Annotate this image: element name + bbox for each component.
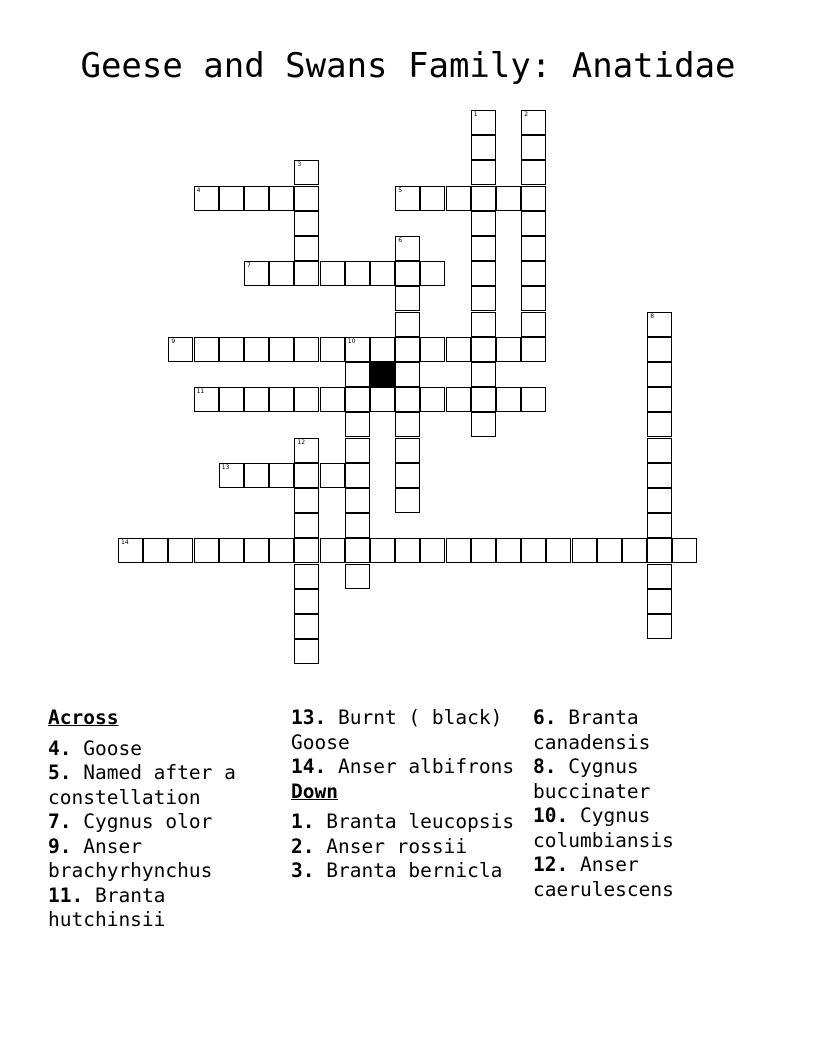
clue-across-5[interactable] (48, 761, 278, 810)
clue-number: 9. (48, 834, 72, 858)
grid-cell[interactable] (647, 538, 672, 563)
grid-cell[interactable] (345, 412, 370, 437)
grid-cell[interactable] (244, 337, 269, 362)
grid-cell[interactable] (521, 110, 546, 135)
grid-cell[interactable] (395, 312, 420, 337)
grid-cell[interactable] (471, 538, 496, 563)
grid-cell[interactable] (420, 538, 445, 563)
grid-cell[interactable] (345, 438, 370, 463)
grid-cell[interactable] (446, 186, 471, 211)
grid-cell[interactable] (521, 186, 546, 211)
grid-cell[interactable] (345, 564, 370, 589)
grid-cell[interactable] (420, 261, 445, 286)
clue-number-label: 14 (121, 539, 129, 547)
grid-cell[interactable] (370, 387, 395, 412)
clue-number-label: 7 (247, 262, 251, 270)
grid-cell[interactable] (345, 488, 370, 513)
grid-cell[interactable] (395, 463, 420, 488)
grid-cell[interactable] (269, 463, 294, 488)
grid-cell[interactable] (647, 412, 672, 437)
grid-cell[interactable] (471, 186, 496, 211)
grid-cell[interactable] (320, 463, 345, 488)
grid-cell[interactable] (395, 261, 420, 286)
clue-down-3[interactable] (291, 859, 529, 884)
grid-cell[interactable] (244, 186, 269, 211)
grid-cell[interactable] (647, 614, 672, 639)
grid-cell[interactable] (345, 337, 370, 362)
clue-across-13[interactable] (291, 706, 529, 755)
clue-number-label: 6 (398, 237, 403, 244)
grid-cell[interactable] (446, 538, 471, 563)
grid-cell[interactable] (345, 387, 370, 412)
grid-cell[interactable] (294, 261, 319, 286)
grid-cell[interactable] (294, 236, 319, 261)
grid-cell[interactable] (294, 639, 319, 664)
grid-cell[interactable] (294, 589, 319, 614)
grid-cell[interactable] (647, 337, 672, 362)
grid-cell[interactable] (294, 438, 319, 463)
clue-text: Anser albifrons (337, 755, 515, 778)
grid-cell[interactable] (521, 337, 546, 362)
grid-cell[interactable] (244, 463, 269, 488)
grid-cell[interactable] (395, 362, 420, 387)
grid-cell[interactable] (471, 362, 496, 387)
clue-down-12[interactable] (533, 853, 733, 902)
black-square (370, 362, 395, 387)
grid-cell[interactable] (269, 337, 294, 362)
clue-column-1 (48, 706, 278, 933)
grid-cell[interactable] (395, 387, 420, 412)
grid-cell[interactable] (395, 412, 420, 437)
grid-cell[interactable] (521, 538, 546, 563)
grid-cell[interactable] (471, 236, 496, 261)
grid-cell[interactable] (471, 211, 496, 236)
clue-down-6[interactable] (533, 706, 733, 755)
clue-text: Cygnus columbiansis (533, 804, 674, 852)
grid-cell[interactable] (294, 463, 319, 488)
grid-cell[interactable] (370, 538, 395, 563)
clue-text: Goose (83, 736, 142, 760)
clue-column-2 (291, 706, 529, 884)
grid-cell[interactable] (320, 387, 345, 412)
clue-number-label: 4 (196, 186, 201, 194)
clue-text: Anser brachyrhynchus (48, 834, 213, 882)
grid-cell[interactable] (647, 438, 672, 463)
grid-cell[interactable] (395, 337, 420, 362)
grid-cell[interactable] (521, 387, 546, 412)
grid-cell[interactable] (471, 135, 496, 160)
clue-number-label: 2 (524, 111, 529, 118)
clue-number: 4. (48, 736, 72, 760)
grid-cell[interactable] (471, 261, 496, 286)
grid-cell[interactable] (320, 261, 345, 286)
grid-cell[interactable] (471, 160, 496, 185)
grid-cell[interactable] (345, 463, 370, 488)
grid-cell[interactable] (219, 186, 244, 211)
grid-cell[interactable] (521, 261, 546, 286)
grid-cell[interactable] (194, 186, 219, 211)
clue-number-label: 12 (297, 438, 306, 446)
grid-cell[interactable] (622, 538, 647, 563)
clue-across-4[interactable] (48, 737, 278, 762)
clue-text: Branta canadensis (533, 706, 651, 754)
grid-cell[interactable] (521, 135, 546, 160)
clue-down-10[interactable] (533, 804, 733, 853)
grid-cell[interactable] (294, 211, 319, 236)
clue-text: Cygnus buccinater (533, 755, 651, 803)
grid-cell[interactable] (471, 337, 496, 362)
grid-cell[interactable] (521, 236, 546, 261)
clue-number: 3. (291, 859, 315, 882)
grid-cell[interactable] (395, 286, 420, 311)
grid-cell[interactable] (420, 387, 445, 412)
grid-cell[interactable] (294, 337, 319, 362)
grid-cell[interactable] (471, 312, 496, 337)
grid-cell[interactable] (370, 261, 395, 286)
clue-number-label: 13 (221, 463, 230, 471)
grid-cell[interactable] (647, 589, 672, 614)
grid-cell[interactable] (672, 538, 697, 563)
clue-down-1[interactable] (291, 810, 529, 835)
grid-cell[interactable] (647, 387, 672, 412)
clue-number: 2. (291, 834, 315, 858)
grid-cell[interactable] (345, 362, 370, 387)
grid-cell[interactable] (219, 337, 244, 362)
clue-across-14[interactable] (291, 755, 529, 780)
clue-text: Branta leucopsis (326, 810, 515, 833)
grid-cell[interactable] (194, 538, 219, 563)
grid-cell[interactable] (521, 312, 546, 337)
grid-cell[interactable] (269, 387, 294, 412)
grid-cell[interactable] (471, 286, 496, 311)
grid-cell[interactable] (294, 614, 319, 639)
grid-cell[interactable] (194, 337, 219, 362)
clue-number-label: 10 (347, 337, 356, 345)
grid-cell[interactable] (395, 186, 420, 211)
grid-cell[interactable] (219, 463, 244, 488)
clue-number: 5. (48, 761, 72, 784)
grid-cell[interactable] (546, 538, 571, 563)
clue-text: Anser rossii (326, 834, 468, 858)
grid-cell[interactable] (496, 538, 521, 563)
grid-cell[interactable] (521, 211, 546, 236)
grid-cell[interactable] (370, 337, 395, 362)
grid-cell[interactable] (420, 186, 445, 211)
grid-cell[interactable] (647, 463, 672, 488)
clue-number-label: 8 (650, 312, 655, 320)
grid-cell[interactable] (219, 387, 244, 412)
grid-cell[interactable] (345, 261, 370, 286)
grid-cell[interactable] (294, 387, 319, 412)
clue-down-2[interactable] (291, 835, 529, 860)
grid-cell[interactable] (219, 538, 244, 563)
clue-number-label: 9 (171, 337, 176, 345)
grid-cell[interactable] (521, 286, 546, 311)
grid-cell[interactable] (395, 538, 420, 563)
clue-down-8[interactable] (533, 755, 733, 804)
grid-cell[interactable] (471, 412, 496, 437)
grid-cell[interactable] (521, 160, 546, 185)
clue-number: 7. (48, 810, 72, 833)
clue-number-label: 3 (297, 161, 302, 169)
grid-cell[interactable] (244, 261, 269, 286)
grid-cell[interactable] (471, 387, 496, 412)
grid-cell[interactable] (647, 513, 672, 538)
grid-cell[interactable] (647, 312, 672, 337)
grid-cell[interactable] (446, 337, 471, 362)
grid-cell[interactable] (269, 186, 294, 211)
grid-cell[interactable] (647, 564, 672, 589)
clue-column-3 (533, 706, 733, 902)
clue-number-label: 11 (196, 388, 205, 396)
grid-cell[interactable] (294, 538, 319, 563)
clue-number: 14. (291, 755, 327, 778)
clue-text: Branta bernicla (326, 859, 503, 882)
grid-cell[interactable] (471, 110, 496, 135)
clue-number-label: 1 (473, 111, 478, 118)
grid-cell[interactable] (320, 538, 345, 563)
grid-cell[interactable] (294, 564, 319, 589)
clue-text: Burnt ( black) Goose (291, 706, 503, 754)
clue-number: 11. (48, 883, 84, 907)
clue-number: 1. (291, 810, 315, 833)
clue-text: Named after a constellation (48, 761, 236, 809)
grid-cell[interactable] (269, 538, 294, 563)
clue-number: 8. (533, 755, 557, 778)
grid-cell[interactable] (597, 538, 622, 563)
down-heading: Down (291, 779, 338, 803)
clue-number: 12. (533, 853, 569, 876)
grid-cell[interactable] (496, 186, 521, 211)
clue-text: Cygnus olor (83, 810, 213, 833)
grid-cell[interactable] (320, 337, 345, 362)
across-heading: Across (48, 706, 119, 729)
grid-cell[interactable] (647, 488, 672, 513)
grid-cell[interactable] (345, 538, 370, 563)
clue-text: Branta hutchinsii (48, 883, 166, 931)
clue-number-label: 5 (398, 186, 403, 194)
grid-cell[interactable] (395, 488, 420, 513)
clue-across-9[interactable] (48, 835, 278, 884)
grid-cell[interactable] (395, 236, 420, 261)
grid-cell[interactable] (194, 387, 219, 412)
clue-text: Anser caerulescens (533, 853, 674, 901)
clue-number: 10. (533, 804, 569, 827)
grid-cell[interactable] (143, 538, 168, 563)
clue-number: 6. (533, 706, 557, 729)
grid-cell[interactable] (345, 513, 370, 538)
grid-cell[interactable] (496, 387, 521, 412)
clue-number: 13. (291, 706, 327, 729)
grid-cell[interactable] (168, 538, 193, 563)
puzzle-title: Geese and Swans Family: Anatidae (80, 46, 736, 86)
grid-cell[interactable] (420, 337, 445, 362)
grid-cell[interactable] (168, 337, 193, 362)
grid-cell[interactable] (647, 362, 672, 387)
clue-across-11[interactable] (48, 884, 278, 933)
grid-cell[interactable] (118, 538, 143, 563)
grid-cell[interactable] (294, 160, 319, 185)
grid-cell[interactable] (446, 387, 471, 412)
grid-cell[interactable] (244, 387, 269, 412)
grid-cell[interactable] (395, 438, 420, 463)
clue-across-7[interactable] (48, 810, 278, 835)
grid-cell[interactable] (294, 488, 319, 513)
grid-cell[interactable] (294, 186, 319, 211)
grid-cell[interactable] (572, 538, 597, 563)
grid-cell[interactable] (244, 538, 269, 563)
grid-cell[interactable] (294, 513, 319, 538)
grid-cell[interactable] (496, 337, 521, 362)
grid-cell[interactable] (269, 261, 294, 286)
